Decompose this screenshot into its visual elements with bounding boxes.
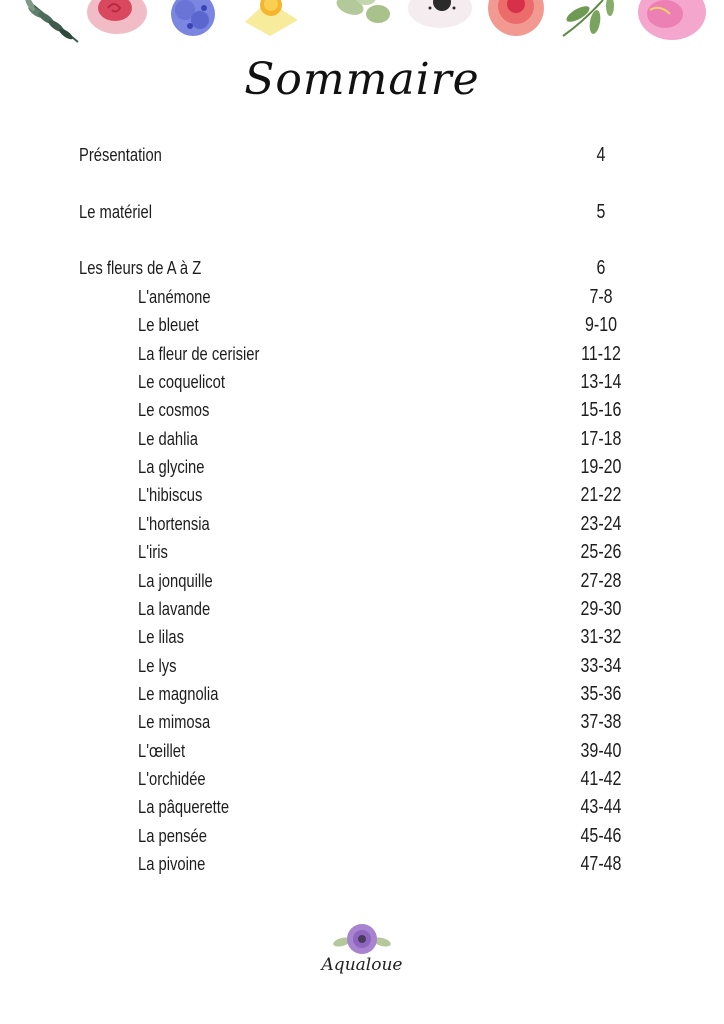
toc-flower-label[interactable]: L'orchidée	[138, 769, 206, 789]
toc-flower-label[interactable]: L'œillet	[138, 741, 186, 761]
toc-flower-label[interactable]: Le lilas	[138, 627, 184, 647]
toc-flower-label[interactable]: Le magnolia	[138, 684, 219, 704]
toc-flower-label[interactable]: La pivoine	[138, 854, 206, 874]
toc-flower-label[interactable]: L'iris	[138, 542, 168, 562]
toc-flower-page[interactable]: 13-14	[580, 371, 622, 393]
toc-flower-label[interactable]: Le mimosa	[138, 712, 211, 732]
red-dahlia-icon	[488, 0, 544, 36]
toc-flower-page[interactable]: 17-18	[580, 428, 622, 450]
toc-flower-page[interactable]: 11-12	[581, 343, 621, 365]
toc-flower-label[interactable]: La fleur de cerisier	[138, 344, 260, 364]
toc-flower-label[interactable]: La glycine	[138, 457, 205, 477]
toc-flower-page[interactable]: 33-34	[580, 655, 622, 677]
toc-flower-label[interactable]: La lavande	[138, 599, 211, 619]
toc-flower-page[interactable]: 45-46	[580, 825, 622, 847]
toc-flower-page[interactable]: 37-38	[580, 711, 622, 733]
toc-flower-page[interactable]: 43-44	[580, 796, 622, 818]
toc-flower-label[interactable]: Le coquelicot	[138, 372, 225, 392]
toc-flower-page[interactable]: 27-28	[580, 570, 622, 592]
toc-flower-label[interactable]: La pâquerette	[138, 797, 230, 817]
toc-flower-label[interactable]: L'anémone	[138, 287, 211, 307]
toc-entry-label[interactable]: Les fleurs de A à Z	[79, 258, 202, 278]
toc-flower-page[interactable]: 15-16	[580, 399, 622, 421]
toc-entry-page[interactable]: 5	[596, 201, 606, 223]
toc-flower-page[interactable]: 21-22	[580, 484, 622, 506]
floral-banner	[0, 0, 724, 48]
blue-hydrangea-icon	[171, 0, 215, 36]
green-branch-icon	[563, 0, 614, 36]
toc-flower-label[interactable]: Le cosmos	[138, 400, 210, 420]
toc-flower-label[interactable]: L'hortensia	[138, 514, 210, 534]
page-title: Sommaire	[244, 54, 480, 105]
green-leaves-icon	[334, 0, 390, 23]
toc-flower-label[interactable]: L'hibiscus	[138, 485, 203, 505]
toc-flower-page[interactable]: 9-10	[584, 314, 618, 336]
toc-entry-label[interactable]: Le matériel	[79, 202, 153, 222]
brand-signature: Aqualoue	[321, 955, 403, 975]
toc-flower-page[interactable]: 47-48	[580, 853, 622, 875]
toc-flower-page[interactable]: 19-20	[580, 456, 622, 478]
yellow-daffodil-icon	[245, 0, 298, 36]
white-anemone-icon	[408, 0, 472, 28]
pink-peony-icon	[638, 0, 706, 40]
toc-flower-page[interactable]: 39-40	[580, 740, 622, 762]
toc-flower-label[interactable]: Le lys	[138, 656, 177, 676]
toc-flower-page[interactable]: 25-26	[580, 541, 622, 563]
toc-flower-page[interactable]: 41-42	[580, 768, 622, 790]
toc-flower-label[interactable]: Le dahlia	[138, 429, 198, 449]
pink-rose-icon	[87, 0, 147, 34]
toc-flower-page[interactable]: 31-32	[580, 626, 622, 648]
toc-entry-page[interactable]: 4	[596, 144, 606, 166]
toc-flower-label[interactable]: La pensée	[138, 826, 207, 846]
toc-entry-page[interactable]: 6	[596, 257, 606, 279]
toc-flower-page[interactable]: 29-30	[580, 598, 622, 620]
toc-flower-page[interactable]: 23-24	[580, 513, 622, 535]
fern-leaf-icon	[22, 0, 78, 42]
toc-entry-label[interactable]: Présentation	[79, 145, 162, 165]
toc-flower-page[interactable]: 35-36	[580, 683, 622, 705]
toc-flower-page[interactable]: 7-8	[589, 286, 613, 308]
toc-flower-label[interactable]: La jonquille	[138, 571, 213, 591]
purple-anemone-logo-icon	[332, 922, 392, 958]
toc-flower-label[interactable]: Le bleuet	[138, 315, 199, 335]
